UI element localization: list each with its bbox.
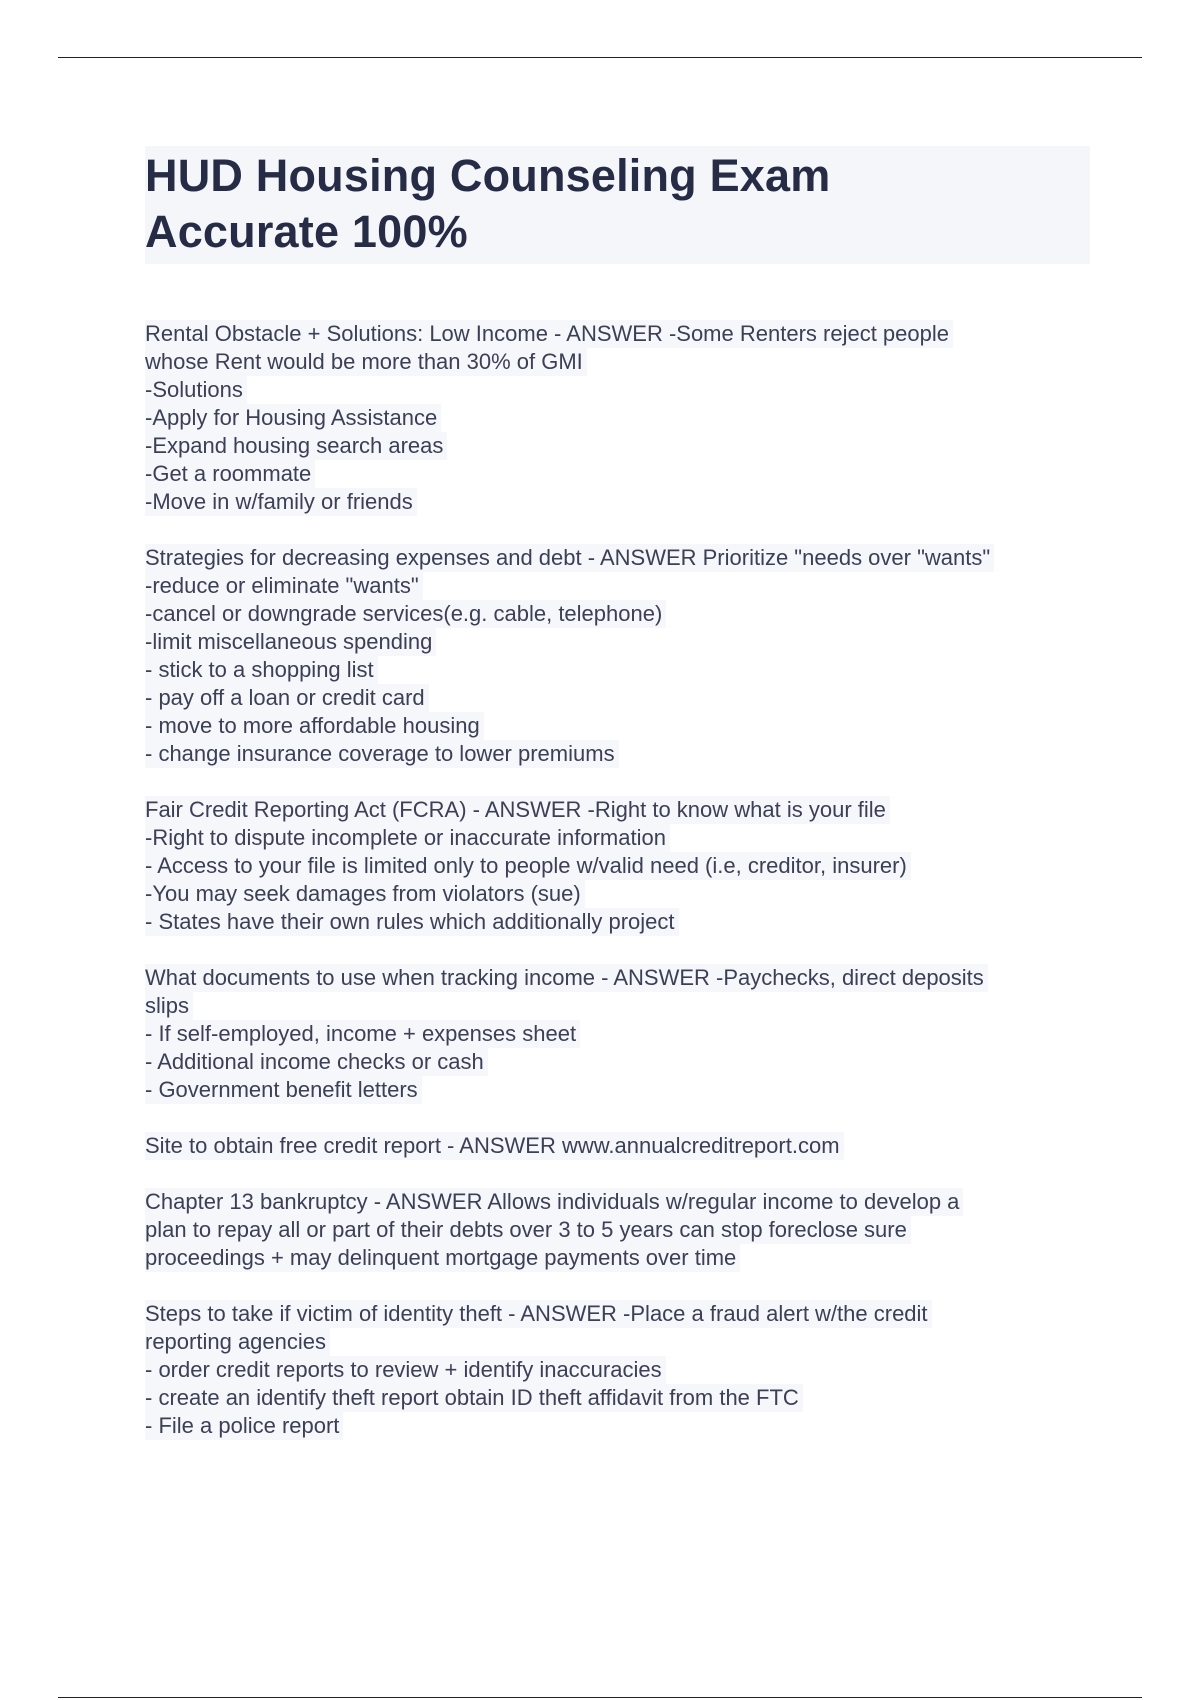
qa-answer-line: - File a police report [145,1412,343,1440]
qa-answer-line: - Additional income checks or cash [145,1048,488,1076]
qa-answer-line: - stick to a shopping list [145,656,378,684]
qa-answer-line: -Expand housing search areas [145,432,447,460]
qa-answer-line: -Right to dispute incomplete or inaccurate information [145,824,670,852]
qa-question-line: Steps to take if victim of identity theft - ANSWER -Place a fraud alert w/the credit [145,1300,932,1328]
title-block [145,146,1090,264]
qa-question-line: What documents to use when tracking income - ANSWER -Paychecks, direct deposits [145,964,988,992]
top-divider [58,57,1142,58]
qa-item [145,1300,1090,1440]
qa-item [145,1188,1090,1272]
qa-item [145,544,1090,768]
qa-answer-line: - change insurance coverage to lower premiums [145,740,619,768]
qa-answer-line: -cancel or downgrade services(e.g. cable, telephone) [145,600,666,628]
qa-item [145,320,1090,516]
qa-answer-line: - create an identify theft report obtain ID theft affidavit from the FTC [145,1384,803,1412]
qa-answer-line: slips [145,992,193,1020]
qa-answer-line: - move to more affordable housing [145,712,484,740]
title-line-1: HUD Housing Counseling Exam [145,150,831,201]
qa-answer-line: - If self-employed, income + expenses sheet [145,1020,580,1048]
qa-item [145,796,1090,936]
qa-answer-line: whose Rent would be more than 30% of GMI [145,348,587,376]
qa-item [145,1132,1090,1160]
qa-question-line: Rental Obstacle + Solutions: Low Income - ANSWER -Some Renters reject people [145,320,953,348]
qa-answer-line: - order credit reports to review + identify inaccuracies [145,1356,666,1384]
qa-answer-line: - pay off a loan or credit card [145,684,429,712]
qa-answer-line: -reduce or eliminate "wants" [145,572,423,600]
qa-list [145,320,1090,1440]
qa-question-line: Fair Credit Reporting Act (FCRA) - ANSWER -Right to know what is your file [145,796,890,824]
qa-answer-line: reporting agencies [145,1328,330,1356]
qa-answer-line: proceedings + may delinquent mortgage payments over time [145,1244,740,1272]
qa-question-line: Strategies for decreasing expenses and debt - ANSWER Prioritize "needs over "wants" [145,544,994,572]
qa-answer-line: -Get a roommate [145,460,315,488]
qa-answer-line: -Move in w/family or friends [145,488,417,516]
qa-question-line: Chapter 13 bankruptcy - ANSWER Allows individuals w/regular income to develop a [145,1188,963,1216]
qa-answer-line: -Solutions [145,376,247,404]
qa-answer-line: -Apply for Housing Assistance [145,404,441,432]
qa-question-line: Site to obtain free credit report - ANSWER www.annualcreditreport.com [145,1132,844,1160]
page-title [145,148,1090,260]
title-line-2: Accurate 100% [145,206,468,257]
qa-item [145,964,1090,1104]
document-body [145,146,1090,1468]
qa-answer-line: - Access to your file is limited only to people w/valid need (i.e, creditor, insurer) [145,852,911,880]
qa-answer-line: plan to repay all or part of their debts over 3 to 5 years can stop foreclose sure [145,1216,911,1244]
qa-answer-line: - States have their own rules which additionally project [145,908,679,936]
qa-answer-line: -limit miscellaneous spending [145,628,436,656]
qa-answer-line: - Government benefit letters [145,1076,422,1104]
qa-answer-line: -You may seek damages from violators (sue) [145,880,585,908]
bottom-divider [58,1697,1142,1698]
